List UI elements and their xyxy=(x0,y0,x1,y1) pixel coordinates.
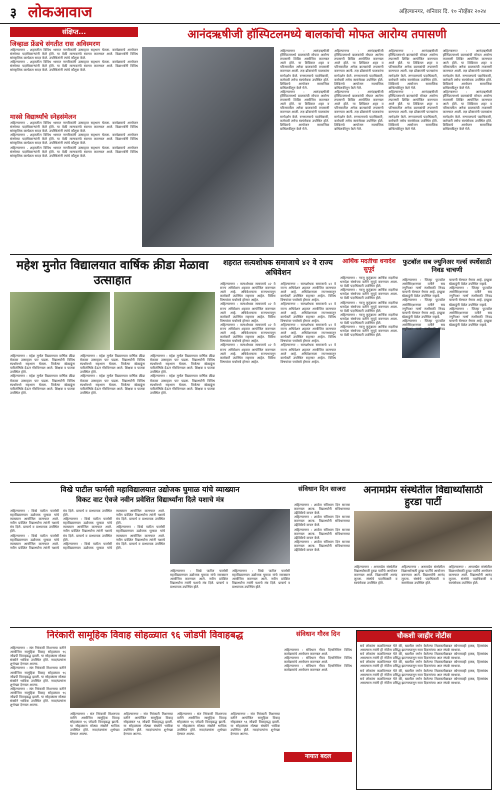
story-gaurav xyxy=(284,630,352,790)
story-vikhe xyxy=(10,485,290,625)
page-number: ३ xyxy=(10,6,17,21)
notice-title: चौकशी जाहीर नोटीस xyxy=(357,631,491,642)
vikhe-body-left: अहिल्यानगर : विखे पाटील फार्मसी महाविद्यालयात उद्योजक घुमाळ यांचे व्याख्यान आयोजित करण्यात आले. नवीन प्रवेशित विद्यार्थ्यांना त्यांनी यशाचे मंत्र दिले. प्राचार्य व प्राध्यापक उपस्थित होते. अहिल्यानगर : विखे पाटील फार्मसी महाविद्यालयात उद्योजक घुमाळ यांचे व्याख्यान आयोजित करण्यात आले. नवीन प्रवेशित विद्यार्थ्यांना त्यांनी यशाचे मंत्र दिले. प्राचार्य व प्राध्यापक उपस्थित होते. अहिल्यानगर : विखे पाटील फार्मसी महाविद्यालयात उद्योजक घुमाळ यांचे व्याख्यान आयोजित करण्यात आले. नवीन प्रवेशित विद्यार्थ्यांना त्यांनी यशाचे मंत्र दिले. प्राचार्य व प्राध्यापक उपस्थित होते. अहिल्यानगर : विखे पाटील फार्मसी महाविद्यालयात उद्योजक घुमाळ यांचे व्याख्यान आयोजित करण्यात आले. नवीन प्रवेशित विद्यार्थ्यांना त्यांनी यशाचे मंत्र दिले. प्राचार्य व प्राध्यापक उपस्थित होते. अहिल्यानगर : विखे पाटील फार्मसी महाविद्यालयात उद्योजक घुमाळ यांचे व्याख्यान आयोजित करण्यात आले. नवीन प्रवेशित विद्यार्थ्यांना त्यांनी यशाचे मंत्र दिले. प्राचार्य व प्राध्यापक उपस्थित होते. xyxy=(10,509,165,550)
story-munot xyxy=(10,258,215,480)
football-body: अहिल्यानगर : जिल्हा फुटबॉल असोसिएशनच्या वतीने सब ज्युनिअर गर्ल्स स्पर्धेसाठी निवड चाचणी घेण्यात येणार आहे. इच्छुक खेळाडूंनी वेळेत उपस्थित राहावे. अहिल्यानगर : जिल्हा फुटबॉल असोसिएशनच्या वतीने सब ज्युनिअर गर्ल्स स्पर्धेसाठी निवड चाचणी घेण्यात येणार आहे. इच्छुक खेळाडूंनी वेळेत उपस्थित राहावे. अहिल्यानगर : जिल्हा फुटबॉल असोसिएशनच्या वतीने सब ज्युनिअर गर्ल्स स्पर्धेसाठी निवड चाचणी घेण्यात येणार आहे. इच्छुक खेळाडूंनी वेळेत उपस्थित राहावे. अहिल्यानगर : जिल्हा फुटबॉल असोसिएशनच्या वतीने सब ज्युनिअर गर्ल्स स्पर्धेसाठी निवड चाचणी घेण्यात येणार आहे. इच्छुक खेळाडूंनी वेळेत उपस्थित राहावे. अहिल्यानगर : जिल्हा फुटबॉल असोसिएशनच्या वतीने सब ज्युनिअर गर्ल्स स्पर्धेसाठी निवड चाचणी घेण्यात येणार आहे. इच्छुक खेळाडूंनी वेळेत उपस्थित राहावे. xyxy=(402,278,492,332)
top-story-headline: आनंदऋषीजी हॉस्पिटलमध्ये बालकांची मोफत आरोग्य तपासणी xyxy=(187,27,447,41)
nirankari-body-left: अहिल्यानगर : संत निरंकारी मिशनच्या वतीने आयोजित सामूहिक विवाह सोहळ्यात ९६ जोडपी विवाहबद्ध झाली. या सोहळ्यास मोठ्या संख्येने भाविक उपस्थित होते. नवदांपत्यांना शुभेच्छा देण्यात आल्या. अहिल्यानगर : संत निरंकारी मिशनच्या वतीने आयोजित सामूहिक विवाह सोहळ्यात ९६ जोडपी विवाहबद्ध झाली. या सोहळ्यास मोठ्या संख्येने भाविक उपस्थित होते. नवदांपत्यांना शुभेच्छा देण्यात आल्या. अहिल्यानगर : संत निरंकारी मिशनच्या वतीने आयोजित सामूहिक विवाह सोहळ्यात ९६ जोडपी विवाहबद्ध झाली. या सोहळ्यास मोठ्या संख्येने भाविक उपस्थित होते. नवदांपत्यांना शुभेच्छा देण्यात आल्या. xyxy=(10,646,66,708)
anamprem-headline: अनामप्रेम संस्थेतील विद्यार्थ्यांसाठी हुरडा पार्टी xyxy=(363,485,483,508)
divider-2 xyxy=(10,482,492,483)
sanvidhan-headline: संविधान दिन साजरा xyxy=(298,485,346,493)
notice-body: सर्व लोकांना कळविण्यात येते की, खालील वर्णन केलेल्या मिळकतीबाबत कोणाचाही हक्क, हितसंबंध असल्यास त्यांनी ही नोटीस प्रसिद्ध झाल्यापासून सात दिवसांच्या आत संपर्क साधावा. सर्व लोकांना कळविण्यात येते की, खालील वर्णन केलेल्या मिळकतीबाबत कोणाचाही हक्क, हितसंबंध असल्यास त्यांनी ही नोटीस प्रसिद्ध झाल्यापासून सात दिवसांच्या आत संपर्क साधावा. सर्व लोकांना कळविण्यात येते की, खालील वर्णन केलेल्या मिळकतीबाबत कोणाचाही हक्क, हितसंबंध असल्यास त्यांनी ही नोटीस प्रसिद्ध झाल्यापासून सात दिवसांच्या आत संपर्क साधावा. सर्व लोकांना कळविण्यात येते की, खालील वर्णन केलेल्या मिळकतीबाबत कोणाचाही हक्क, हितसंबंध असल्यास त्यांनी ही नोटीस प्रसिद्ध झाल्यापासून सात दिवसांच्या आत संपर्क साधावा. सर्व लोकांना कळविण्यात येते की, खालील वर्णन केलेल्या मिळकतीबाबत कोणाचाही हक्क, हितसंबंध असल्यास त्यांनी ही नोटीस प्रसिद्ध झाल्यापासून सात दिवसांच्या आत संपर्क साधावा. xyxy=(360,644,488,685)
nirankari-headline: निरंकारी सामूहिक विवाह सोहळ्यात ९६ जोडपी विवाहबद्ध xyxy=(46,630,244,641)
top-story-body: अहिल्यानगर : आनंदऋषीजी हॉस्पिटलमध्ये बालकांची मोफत आरोग्य तपासणी शिबिर आयोजित करण्यात आले होते. या शिबिरात शहर व परिसरातील अनेक बालकांची तपासणी करण्यात आली. तज्ञ डॉक्टरांनी पालकांना मार्गदर्शन केले. रुग्णालयाचे पदाधिकारी, कर्मचारी तसेच स्वयंसेवक उपस्थित होते. शिबिराचे आयोजन सामाजिक बांधिलकीतून केले गेले. अहिल्यानगर : आनंदऋषीजी हॉस्पिटलमध्ये बालकांची मोफत आरोग्य तपासणी शिबिर आयोजित करण्यात आले होते. या शिबिरात शहर व परिसरातील अनेक बालकांची तपासणी करण्यात आली. तज्ञ डॉक्टरांनी पालकांना मार्गदर्शन केले. रुग्णालयाचे पदाधिकारी, कर्मचारी तसेच स्वयंसेवक उपस्थित होते. शिबिराचे आयोजन सामाजिक बांधिलकीतून केले गेले. अहिल्यानगर : आनंदऋषीजी हॉस्पिटलमध्ये बालकांची मोफत आरोग्य तपासणी शिबिर आयोजित करण्यात आले होते. या शिबिरात शहर व परिसरातील अनेक बालकांची तपासणी करण्यात आली. तज्ञ डॉक्टरांनी पालकांना मार्गदर्शन केले. रुग्णालयाचे पदाधिकारी, कर्मचारी तसेच स्वयंसेवक उपस्थित होते. शिबिराचे आयोजन सामाजिक बांधिलकीतून केले गेले. अहिल्यानगर : आनंदऋषीजी हॉस्पिटलमध्ये बालकांची मोफत आरोग्य तपासणी शिबिर आयोजित करण्यात आले होते. या शिबिरात शहर व परिसरातील अनेक बालकांची तपासणी करण्यात आली. तज्ञ डॉक्टरांनी पालकांना मार्गदर्शन केले. रुग्णालयाचे पदाधिकारी, कर्मचारी तसेच स्वयंसेवक उपस्थित होते. शिबिराचे आयोजन सामाजिक बांधिलकीतून केले गेले. अहिल्यानगर : आनंदऋषीजी हॉस्पिटलमध्ये बालकांची मोफत आरोग्य तपासणी शिबिर आयोजित करण्यात आले होते. या शिबिरात शहर व परिसरातील अनेक बालकांची तपासणी करण्यात आली. तज्ञ डॉक्टरांनी पालकांना मार्गदर्शन केले. रुग्णालयाचे पदाधिकारी, कर्मचारी तसेच स्वयंसेवक उपस्थित होते. शिबिराचे आयोजन सामाजिक बांधिलकीतून केले गेले. अहिल्यानगर : आनंदऋषीजी हॉस्पिटलमध्ये बालकांची मोफत आरोग्य तपासणी शिबिर आयोजित करण्यात आले होते. या शिबिरात शहर व परिसरातील अनेक बालकांची तपासणी करण्यात आली. तज्ञ डॉक्टरांनी पालकांना मार्गदर्शन केले. रुग्णालयाचे पदाधिकारी, कर्मचारी तसेच स्वयंसेवक उपस्थित होते. शिबिराचे आयोजन सामाजिक बांधिलकीतून केले गेले. अहिल्यानगर : आनंदऋषीजी हॉस्पिटलमध्ये बालकांची मोफत आरोग्य तपासणी शिबिर आयोजित करण्यात आले होते. या शिबिरात शहर व परिसरातील अनेक बालकांची तपासणी करण्यात आली. तज्ञ डॉक्टरांनी पालकांना मार्गदर्शन केले. रुग्णालयाचे पदाधिकारी, कर्मचारी तसेच स्वयंसेवक उपस्थित होते. शिबिराचे आयोजन सामाजिक बांधिलकीतून केले गेले. अहिल्यानगर : आनंदऋषीजी हॉस्पिटलमध्ये बालकांची मोफत आरोग्य तपासणी शिबिर आयोजित करण्यात आले होते. या शिबिरात शहर व परिसरातील अनेक बालकांची तपासणी करण्यात आली. तज्ञ डॉक्टरांनी पालकांना मार्गदर्शन केले. रुग्णालयाचे पदाधिकारी, कर्मचारी तसेच स्वयंसेवक उपस्थित होते. शिबिराचे आयोजन सामाजिक बांधिलकीतून केले गेले. xyxy=(280,49,492,131)
munot-photo-2 xyxy=(114,292,215,350)
football-headline: फुटबॉल सब ज्युनिअर गर्ल्स स्पर्धेसाठी निवड चाचणी xyxy=(402,258,492,274)
munot-headline: महेश मुनोत विद्यालयात वार्षिक क्रीडा मेळावा उत्साहात xyxy=(16,258,209,287)
vikhe-headline: विखे पाटील फार्मसी महाविद्यालयात उद्योजक घुमाळ यांचे व्याख्यान xyxy=(60,485,240,494)
satyashodhak-body: अहिल्यानगर : सत्यशोधक समाजाचे ४२ वे राज्य अधिवेशन शहरात आयोजित करण्यात आले आहे. अधिवेशनाला राज्यभरातून कार्यकर्ते उपस्थित राहणार आहेत. विविध विषयांवर चर्चासत्रे होणार आहेत. अहिल्यानगर : सत्यशोधक समाजाचे ४२ वे राज्य अधिवेशन शहरात आयोजित करण्यात आले आहे. अधिवेशनाला राज्यभरातून कार्यकर्ते उपस्थित राहणार आहेत. विविध विषयांवर चर्चासत्रे होणार आहेत. अहिल्यानगर : सत्यशोधक समाजाचे ४२ वे राज्य अधिवेशन शहरात आयोजित करण्यात आले आहे. अधिवेशनाला राज्यभरातून कार्यकर्ते उपस्थित राहणार आहेत. विविध विषयांवर चर्चासत्रे होणार आहेत. अहिल्यानगर : सत्यशोधक समाजाचे ४२ वे राज्य अधिवेशन शहरात आयोजित करण्यात आले आहे. अधिवेशनाला राज्यभरातून कार्यकर्ते उपस्थित राहणार आहेत. विविध विषयांवर चर्चासत्रे होणार आहेत. अहिल्यानगर : सत्यशोधक समाजाचे ४२ वे राज्य अधिवेशन शहरात आयोजित करण्यात आले आहे. अधिवेशनाला राज्यभरातून कार्यकर्ते उपस्थित राहणार आहेत. विविध विषयांवर चर्चासत्रे होणार आहेत. अहिल्यानगर : सत्यशोधक समाजाचे ४२ वे राज्य अधिवेशन शहरात आयोजित करण्यात आले आहे. अधिवेशनाला राज्यभरातून कार्यकर्ते उपस्थित राहणार आहेत. विविध विषयांवर चर्चासत्रे होणार आहेत. अहिल्यानगर : सत्यशोधक समाजाचे ४२ वे राज्य अधिवेशन शहरात आयोजित करण्यात आले आहे. अधिवेशनाला राज्यभरातून कार्यकर्ते उपस्थित राहणार आहेत. विविध विषयांवर चर्चासत्रे होणार आहेत. अहिल्यानगर : सत्यशोधक समाजाचे ४२ वे राज्य अधिवेशन शहरात आयोजित करण्यात आले आहे. अधिवेशनाला राज्यभरातून कार्यकर्ते उपस्थित राहणार आहेत. विविध विषयांवर चर्चासत्रे होणार आहेत. xyxy=(220,282,336,364)
story-satyashodhak xyxy=(220,258,336,480)
anamprem-photo xyxy=(354,511,492,561)
sidebar xyxy=(10,27,138,252)
masthead-dateline: अहिल्यानगर, शनिवार दि. १० नोव्हेंबर २०२४ xyxy=(398,9,486,15)
story-football xyxy=(402,258,492,480)
sidebar-item1-body: अहिल्यानगर - शहरातील विविध भागात नागरिकांनी उत्साहात सहभाग घेतला. कार्यक्रमाचे आयोजन संस्थेच्या पदाधिकाऱ्यांनी केले होते. या वेळी मान्यवरांचे स्वागत करण्यात आले. विद्यार्थ्यांनी विविध सांस्कृतिक कार्यक्रम सादर केले. उपस्थितांनी त्यांचे कौतुक केले. अहिल्यानगर - शहरातील विविध भागात नागरिकांनी उत्साहात सहभाग घेतला. कार्यक्रमाचे आयोजन संस्थेच्या पदाधिकाऱ्यांनी केले होते. या वेळी मान्यवरांचे स्वागत करण्यात आले. विद्यार्थ्यांनी विविध सांस्कृतिक कार्यक्रम सादर केले. उपस्थितांनी त्यांचे कौतुक केले. xyxy=(10,48,138,73)
sidebar-item2-title: मास्से विद्यार्थ्यांचे स्नेहसंमेलन xyxy=(10,113,77,121)
masthead xyxy=(0,0,500,24)
story-dhanadesh xyxy=(340,258,398,480)
top-story-photo xyxy=(142,47,274,247)
masthead-brand: लोकआवाज xyxy=(28,3,93,21)
dhanadesh-body: अहिल्यानगर : गरजू कुटुंबाला आर्थिक मदतीचा धनादेश संस्थेच्या वतीने सुपूर्द करण्यात आला. या वेळी पदाधिकारी उपस्थित होते. अहिल्यानगर : गरजू कुटुंबाला आर्थिक मदतीचा धनादेश संस्थेच्या वतीने सुपूर्द करण्यात आला. या वेळी पदाधिकारी उपस्थित होते. अहिल्यानगर : गरजू कुटुंबाला आर्थिक मदतीचा धनादेश संस्थेच्या वतीने सुपूर्द करण्यात आला. या वेळी पदाधिकारी उपस्थित होते. अहिल्यानगर : गरजू कुटुंबाला आर्थिक मदतीचा धनादेश संस्थेच्या वतीने सुपूर्द करण्यात आला. या वेळी पदाधिकारी उपस्थित होते. अहिल्यानगर : गरजू कुटुंबाला आर्थिक मदतीचा धनादेश संस्थेच्या वतीने सुपूर्द करण्यात आला. या वेळी पदाधिकारी उपस्थित होते. xyxy=(340,276,398,338)
divider-3 xyxy=(10,627,492,628)
vikhe-subheadline: विकट वाट ऐवजे नवीन प्रवेशित विद्यार्थ्यांना दिले यशाचे मंत्र xyxy=(76,495,224,504)
gaurav-body: अहिल्यानगर : संविधान गौरव दिनानिमित्त विविध कार्यक्रमांचे आयोजन करण्यात आले. अहिल्यानगर : संविधान गौरव दिनानिमित्त विविध कार्यक्रमांचे आयोजन करण्यात आले. अहिल्यानगर : संविधान गौरव दिनानिमित्त विविध कार्यक्रमांचे आयोजन करण्यात आले. xyxy=(284,648,352,673)
vikhe-photo xyxy=(170,509,290,564)
story-anamprem xyxy=(354,485,492,625)
sidebar-item1-title: जिव्हाळ फ्रेंडचे संगतीत रास अविस्मरण xyxy=(10,40,101,48)
story-nirankari xyxy=(10,630,280,790)
anamprem-body: अहिल्यानगर : अनामप्रेम संस्थेतील विद्यार्थ्यांसाठी हुरडा पार्टीचे आयोजन करण्यात आले. विद्यार्थ्यांनी आनंद लुटला. संस्थेचे पदाधिकारी व स्वयंसेवक उपस्थित होते. अहिल्यानगर : अनामप्रेम संस्थेतील विद्यार्थ्यांसाठी हुरडा पार्टीचे आयोजन करण्यात आले. विद्यार्थ्यांनी आनंद लुटला. संस्थेचे पदाधिकारी व स्वयंसेवक उपस्थित होते. अहिल्यानगर : अनामप्रेम संस्थेतील विद्यार्थ्यांसाठी हुरडा पार्टीचे आयोजन करण्यात आले. विद्यार्थ्यांनी आनंद लुटला. संस्थेचे पदाधिकारी व स्वयंसेवक उपस्थित होते. xyxy=(354,565,492,586)
vikhe-body-right: अहिल्यानगर : विखे पाटील फार्मसी महाविद्यालयात उद्योजक घुमाळ यांचे व्याख्यान आयोजित करण्यात आले. नवीन प्रवेशित विद्यार्थ्यांना त्यांनी यशाचे मंत्र दिले. प्राचार्य व प्राध्यापक उपस्थित होते. अहिल्यानगर : विखे पाटील फार्मसी महाविद्यालयात उद्योजक घुमाळ यांचे व्याख्यान आयोजित करण्यात आले. नवीन प्रवेशित विद्यार्थ्यांना त्यांनी यशाचे मंत्र दिले. प्राचार्य व प्राध्यापक उपस्थित होते. xyxy=(170,569,290,590)
nirankari-body-bottom: अहिल्यानगर : संत निरंकारी मिशनच्या वतीने आयोजित सामूहिक विवाह सोहळ्यात ९६ जोडपी विवाहबद्ध झाली. या सोहळ्यास मोठ्या संख्येने भाविक उपस्थित होते. नवदांपत्यांना शुभेच्छा देण्यात आल्या. अहिल्यानगर : संत निरंकारी मिशनच्या वतीने आयोजित सामूहिक विवाह सोहळ्यात ९६ जोडपी विवाहबद्ध झाली. या सोहळ्यास मोठ्या संख्येने भाविक उपस्थित होते. नवदांपत्यांना शुभेच्छा देण्यात आल्या. अहिल्यानगर : संत निरंकारी मिशनच्या वतीने आयोजित सामूहिक विवाह सोहळ्यात ९६ जोडपी विवाहबद्ध झाली. या सोहळ्यास मोठ्या संख्येने भाविक उपस्थित होते. नवदांपत्यांना शुभेच्छा देण्यात आल्या. अहिल्यानगर : संत निरंकारी मिशनच्या वतीने आयोजित सामूहिक विवाह सोहळ्यात ९६ जोडपी विवाहबद्ध झाली. या सोहळ्यास मोठ्या संख्येने भाविक उपस्थित होते. नवदांपत्यांना शुभेच्छा देण्यात आल्या. xyxy=(70,712,280,737)
nirankari-photo xyxy=(70,646,220,708)
notice-label: नायात बदल xyxy=(284,752,352,762)
divider-1 xyxy=(10,254,492,255)
story-sanvidhan xyxy=(294,485,350,625)
dhanadesh-headline: आर्थिक मदतीचा धनादेश सुपूर्द xyxy=(342,258,396,273)
sidebar-item2-body: अहिल्यानगर - शहरातील विविध भागात नागरिकांनी उत्साहात सहभाग घेतला. कार्यक्रमाचे आयोजन संस्थेच्या पदाधिकाऱ्यांनी केले होते. या वेळी मान्यवरांचे स्वागत करण्यात आले. विद्यार्थ्यांनी विविध सांस्कृतिक कार्यक्रम सादर केले. उपस्थितांनी त्यांचे कौतुक केले. अहिल्यानगर - शहरातील विविध भागात नागरिकांनी उत्साहात सहभाग घेतला. कार्यक्रमाचे आयोजन संस्थेच्या पदाधिकाऱ्यांनी केले होते. या वेळी मान्यवरांचे स्वागत करण्यात आले. विद्यार्थ्यांनी विविध सांस्कृतिक कार्यक्रम सादर केले. उपस्थितांनी त्यांचे कौतुक केले. अहिल्यानगर - शहरातील विविध भागात नागरिकांनी उत्साहात सहभाग घेतला. कार्यक्रमाचे आयोजन संस्थेच्या पदाधिकाऱ्यांनी केले होते. या वेळी मान्यवरांचे स्वागत करण्यात आले. विद्यार्थ्यांनी विविध सांस्कृतिक कार्यक्रम सादर केले. उपस्थितांनी त्यांचे कौतुक केले. xyxy=(10,121,138,158)
munot-photo-1 xyxy=(10,292,110,350)
munot-body: अहिल्यानगर : महेश मुनोत विद्यालयात वार्षिक क्रीडा मेळावा उत्साहात पार पडला. विद्यार्थ्यांनी विविध स्पर्धांमध्ये सहभाग घेतला. विजेत्या खेळाडूंना पारितोषिके देऊन गौरविण्यात आले. शिक्षक व पालक उपस्थित होते. अहिल्यानगर : महेश मुनोत विद्यालयात वार्षिक क्रीडा मेळावा उत्साहात पार पडला. विद्यार्थ्यांनी विविध स्पर्धांमध्ये सहभाग घेतला. विजेत्या खेळाडूंना पारितोषिके देऊन गौरविण्यात आले. शिक्षक व पालक उपस्थित होते. अहिल्यानगर : महेश मुनोत विद्यालयात वार्षिक क्रीडा मेळावा उत्साहात पार पडला. विद्यार्थ्यांनी विविध स्पर्धांमध्ये सहभाग घेतला. विजेत्या खेळाडूंना पारितोषिके देऊन गौरविण्यात आले. शिक्षक व पालक उपस्थित होते. अहिल्यानगर : महेश मुनोत विद्यालयात वार्षिक क्रीडा मेळावा उत्साहात पार पडला. विद्यार्थ्यांनी विविध स्पर्धांमध्ये सहभाग घेतला. विजेत्या खेळाडूंना पारितोषिके देऊन गौरविण्यात आले. शिक्षक व पालक उपस्थित होते. अहिल्यानगर : महेश मुनोत विद्यालयात वार्षिक क्रीडा मेळावा उत्साहात पार पडला. विद्यार्थ्यांनी विविध स्पर्धांमध्ये सहभाग घेतला. विजेत्या खेळाडूंना पारितोषिके देऊन गौरविण्यात आले. शिक्षक व पालक उपस्थित होते. अहिल्यानगर : महेश मुनोत विद्यालयात वार्षिक क्रीडा मेळावा उत्साहात पार पडला. विद्यार्थ्यांनी विविध स्पर्धांमध्ये सहभाग घेतला. विजेत्या खेळाडूंना पारितोषिके देऊन गौरविण्यात आले. शिक्षक व पालक उपस्थित होते. xyxy=(10,354,215,395)
sidebar-label: संक्षिप्त... xyxy=(10,27,138,37)
gaurav-headline: संविधान गौरव दिन xyxy=(296,630,340,638)
satyashodhak-headline: शहरात सत्यशोधक समाजाचे ४२ वे राज्य अधिवेशन xyxy=(223,258,333,277)
public-notice xyxy=(356,630,492,790)
sanvidhan-body: अहिल्यानगर : शाळेत संविधान दिन साजरा करण्यात आला. विद्यार्थ्यांनी संविधानाच्या उद्देशिकेचे वाचन केले. अहिल्यानगर : शाळेत संविधान दिन साजरा करण्यात आला. विद्यार्थ्यांनी संविधानाच्या उद्देशिकेचे वाचन केले. अहिल्यानगर : शाळेत संविधान दिन साजरा करण्यात आला. विद्यार्थ्यांनी संविधानाच्या उद्देशिकेचे वाचन केले. अहिल्यानगर : शाळेत संविधान दिन साजरा करण्यात आला. विद्यार्थ्यांनी संविधानाच्या उद्देशिकेचे वाचन केले. xyxy=(294,503,350,553)
top-story xyxy=(142,27,492,252)
